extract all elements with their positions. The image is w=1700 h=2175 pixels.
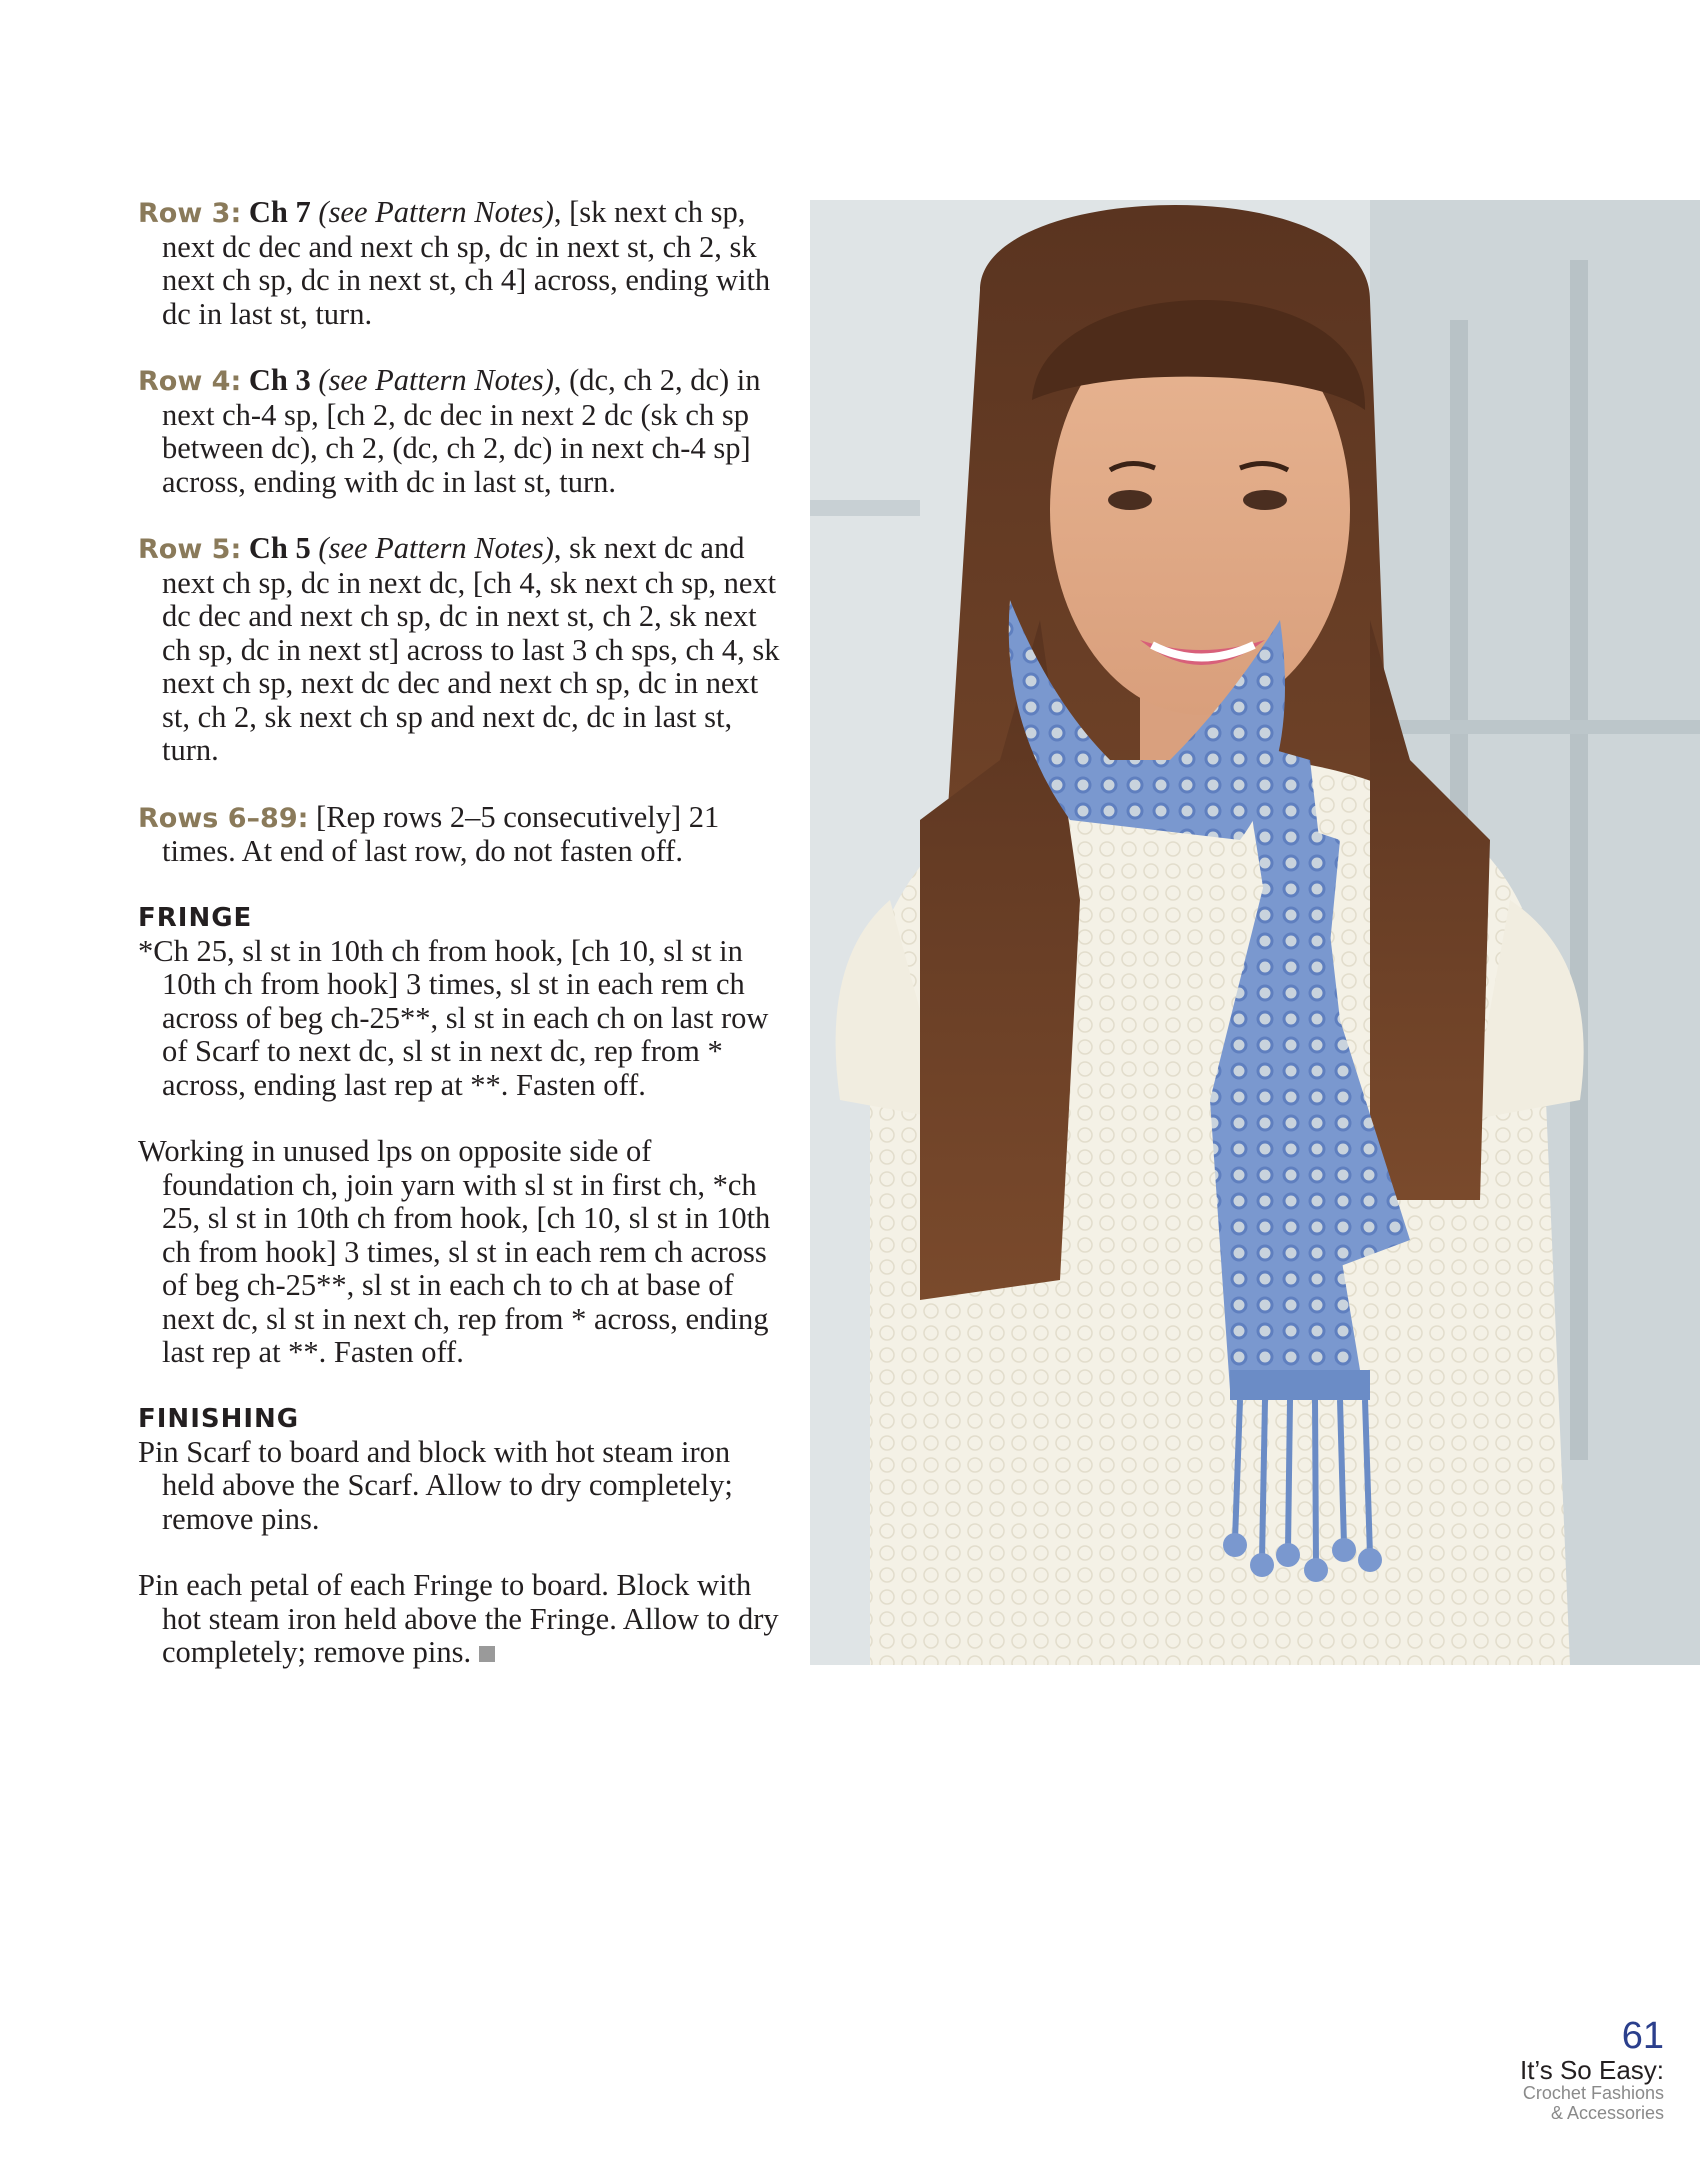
book-subtitle: Crochet Fashions xyxy=(1522,2083,1664,2103)
row-label: Row 5: xyxy=(138,534,242,565)
row-5-paragraph xyxy=(138,532,788,768)
page-number: 61 xyxy=(1621,2015,1664,2057)
row-lead: Ch 7 xyxy=(248,195,311,229)
finishing-text: Pin each petal of each Fringe to board. Block with hot steam iron held above the Fringe. Allow to dry completely; remove pins. xyxy=(138,1568,779,1669)
pattern-note: (see Pattern Notes) xyxy=(318,195,554,229)
pattern-text-column xyxy=(138,196,788,1703)
model-illustration xyxy=(810,200,1700,1665)
row-instructions: , (dc, ch 2, dc) in next ch-4 sp, [ch 2, dc dec in next 2 dc (sk ch sp between dc), ch 2, (dc, ch 2, dc) in next ch-4 sp] across, ending with dc in last st, turn. xyxy=(162,363,761,499)
finishing-heading: FINISHING xyxy=(138,1403,300,1434)
fringe-heading: FRINGE xyxy=(138,902,253,933)
row-label: Row 4: xyxy=(138,366,242,397)
row-instructions: , [sk next ch sp, next dc dec and next ch sp, dc in next st, ch 2, sk next ch sp, dc in next st, ch 4] across, ending with dc in last st, turn. xyxy=(162,195,771,331)
row-label: Rows 6–89: xyxy=(138,802,309,834)
row-lead: Ch 3 xyxy=(248,363,311,397)
fringe-paragraph-2: Working in unused lps on opposite side of foundation ch, join yarn with sl st in first ch, *ch 25, sl st in 10th ch from hook, [ch 10, sl st in 10th ch from hook] 3 times, sl st in each rem ch across of beg ch-25**, sl st in each ch to ch at base of next dc, sl st in next ch, rep from * across, ending last rep at **. Fasten off. xyxy=(138,1134,771,1369)
row-instructions: [Rep rows 2–5 consecutively] 21 times. At end of last row, do not fasten off. xyxy=(162,799,720,868)
finishing-paragraph-2 xyxy=(138,1569,788,1670)
row-label: Row 3: xyxy=(138,198,242,229)
end-square-icon xyxy=(479,1646,495,1662)
rows-6-89-paragraph xyxy=(138,801,788,869)
book-title: It’s So Easy: xyxy=(1519,2055,1664,2085)
pattern-note: (see Pattern Notes) xyxy=(318,363,554,397)
row-lead: Ch 5 xyxy=(248,531,311,565)
model-photo xyxy=(810,200,1700,1665)
pattern-note: (see Pattern Notes) xyxy=(318,531,554,565)
row-3-paragraph xyxy=(138,196,788,331)
row-instructions: , sk next dc and next ch sp, dc in next dc, [ch 4, sk next ch sp, next dc dec and next ch sp, dc in next st, ch 2, sk next ch sp, dc in next st] across to last 3 ch sps, ch 4, sk next ch sp, next dc dec and next ch sp, dc in next st, ch 2, sk next ch sp and next dc, dc in last st, turn. xyxy=(162,531,780,767)
fringe-paragraph-1: *Ch 25, sl st in 10th ch from hook, [ch 10, sl st in 10th ch from hook] 3 times, sl st in each rem ch across of beg ch-25**, sl st in each ch on last row of Scarf to next dc, sl st in next dc, rep from * across, ending last rep at **. Fasten off. xyxy=(138,933,769,1102)
row-4-paragraph xyxy=(138,364,788,499)
book-subtitle: & Accessories xyxy=(1550,2103,1664,2123)
page-folio xyxy=(1520,2015,1664,2123)
finishing-paragraph-1: Pin Scarf to board and block with hot steam iron held above the Scarf. Allow to dry completely; remove pins. xyxy=(138,1434,733,1536)
